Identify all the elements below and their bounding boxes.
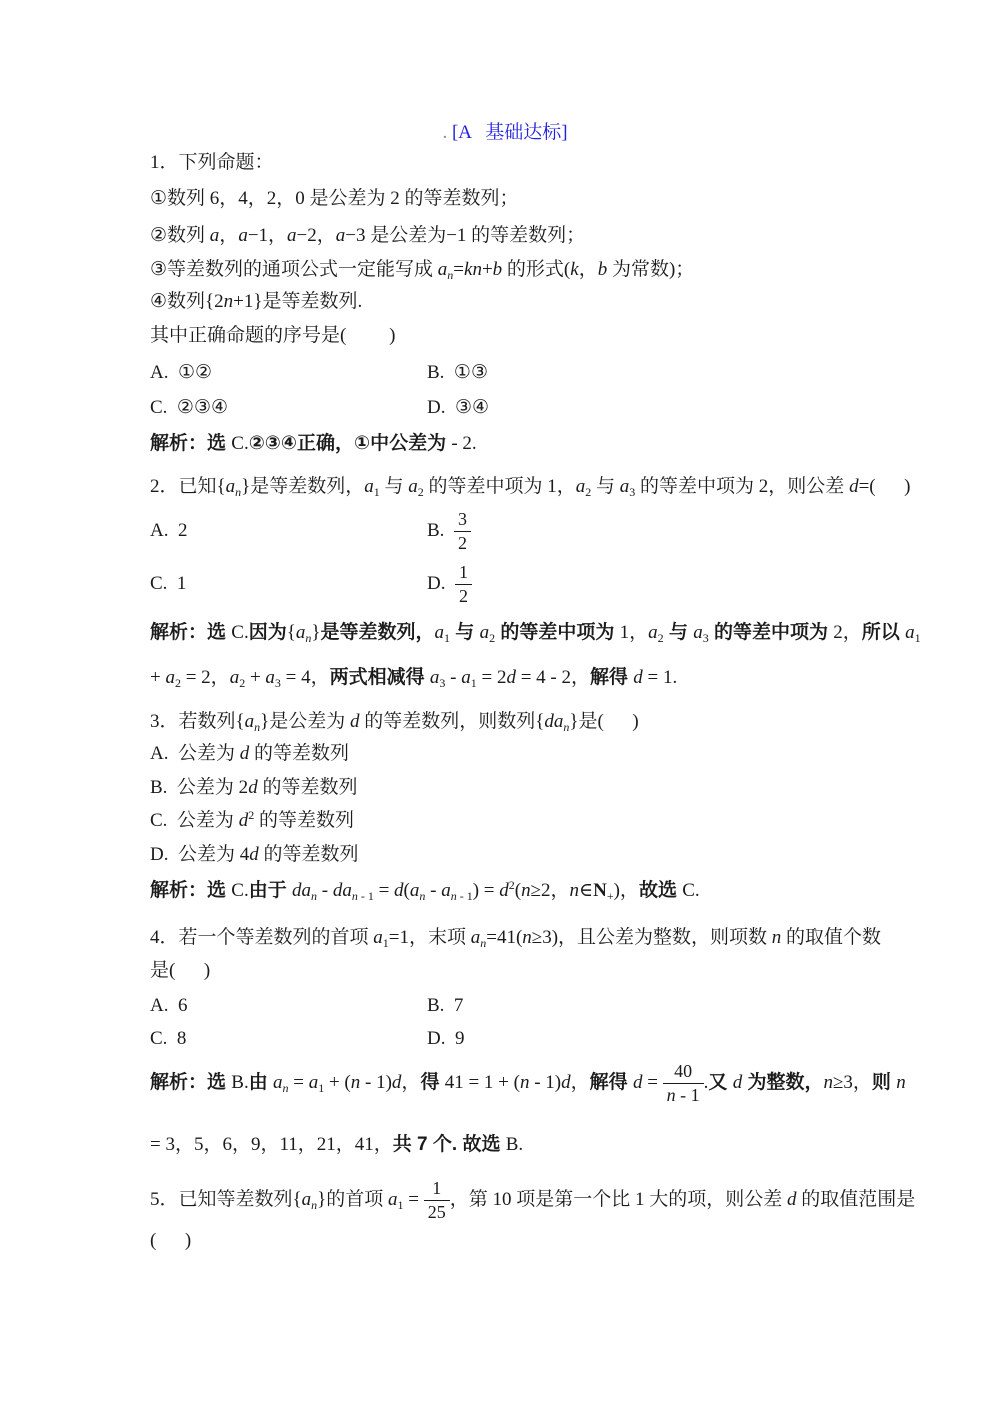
text-run: n xyxy=(311,889,317,903)
text-run: n xyxy=(521,880,531,901)
text-run: [A 基础达标] xyxy=(451,122,568,143)
text-run: a xyxy=(295,622,306,643)
text-run: ， xyxy=(570,1071,590,1093)
text-run: n xyxy=(350,1071,361,1093)
text-run: a xyxy=(308,1071,319,1093)
text-run: −3 是公差为−1 的等差数列； xyxy=(345,225,586,246)
text-run: b xyxy=(597,259,608,280)
text-run: da xyxy=(544,711,564,732)
text-run: 2 xyxy=(585,485,592,499)
text-run: 的等差数列，则数列{ xyxy=(359,711,545,732)
fraction-denominator xyxy=(454,532,471,554)
text-run: ②数列 xyxy=(150,225,210,246)
fraction-numerator xyxy=(424,1178,450,1201)
text-run: ∈ xyxy=(579,880,594,901)
text-run: 1 xyxy=(397,1197,404,1212)
text-run: 是等差数列， xyxy=(320,622,435,643)
text-run: a xyxy=(388,1188,398,1210)
text-run: +1}是等差数列. xyxy=(233,291,363,312)
q4-solution-1 xyxy=(150,1061,906,1106)
text-run: a xyxy=(905,622,915,643)
text-run: n xyxy=(305,631,312,645)
text-run: n xyxy=(480,936,487,950)
text-run: a xyxy=(273,1071,283,1093)
text-run: a xyxy=(479,622,490,643)
text-run: N xyxy=(593,880,607,901)
text-run: =1，末项 xyxy=(388,927,471,948)
text-run: n xyxy=(450,889,457,903)
text-run: 两式相减得 xyxy=(329,667,430,688)
text-run: n xyxy=(447,268,454,282)
text-run: 2．已知{ xyxy=(150,476,226,497)
text-run: B. ①③ xyxy=(427,362,488,383)
text-run: - 1 xyxy=(456,889,473,903)
text-run: n xyxy=(522,927,532,948)
q4-choice-c xyxy=(150,1026,186,1052)
text-run: }是( ) xyxy=(569,711,639,732)
text-run: n xyxy=(351,889,358,903)
text-run: ④数列{2 xyxy=(150,291,224,312)
text-run: C. 8 xyxy=(150,1028,187,1049)
text-run: - xyxy=(425,880,442,901)
text-run: a xyxy=(301,1188,312,1210)
fraction-denominator xyxy=(455,585,472,607)
text-run: 的形式( xyxy=(502,259,571,280)
text-run: 的取值个数 xyxy=(781,927,882,948)
text-run: = 2 xyxy=(476,667,507,688)
text-run: n xyxy=(569,880,580,901)
text-run: . xyxy=(442,122,452,143)
text-run: 因为 xyxy=(248,622,287,643)
text-run: 的等差数列 xyxy=(258,844,359,865)
text-run: 1， xyxy=(619,622,649,643)
fraction-numerator xyxy=(454,509,471,532)
text-run: ③等差数列的通项公式一定能写成 xyxy=(150,259,438,280)
text-run: 2 xyxy=(417,485,424,499)
text-run: a xyxy=(470,927,481,948)
text-run: a xyxy=(437,259,448,280)
text-run: = xyxy=(373,880,395,901)
text-run: ( xyxy=(403,880,410,901)
text-run: a xyxy=(244,711,255,732)
text-run: B. xyxy=(231,1071,249,1093)
text-run: 1．下列命题： xyxy=(150,152,274,173)
text-run: D. 9 xyxy=(427,1028,465,1049)
text-run: 2， xyxy=(833,622,862,643)
text-run: A. 2 xyxy=(150,520,188,541)
text-run: A. 6 xyxy=(150,995,188,1016)
q2-choice-c xyxy=(150,571,186,597)
text-run: n xyxy=(823,1071,833,1093)
text-run: 共 7 个. 故选 xyxy=(392,1134,506,1155)
text-run: a xyxy=(619,476,630,497)
header-title xyxy=(150,120,860,146)
text-run: d xyxy=(506,667,516,688)
text-run: 41 = 1 + ( xyxy=(444,1071,520,1093)
text-run: . xyxy=(703,1071,709,1093)
text-run: =( ) xyxy=(858,476,911,497)
text-run: a xyxy=(434,622,444,643)
q5-stem-2 xyxy=(150,1228,191,1254)
text-run: 与 xyxy=(450,622,480,643)
text-run: d xyxy=(732,1071,743,1093)
text-run: B. xyxy=(427,519,454,541)
text-run: a xyxy=(575,476,586,497)
text-run: n xyxy=(896,1071,906,1093)
text-run: n xyxy=(519,1071,530,1093)
text-run: d xyxy=(632,1071,643,1093)
text-run: 2 xyxy=(174,676,181,690)
text-run: 1 xyxy=(382,936,389,950)
text-run: 则 xyxy=(871,1071,897,1093)
text-run: C. 公差为 xyxy=(150,810,239,831)
q5-stem xyxy=(150,1178,915,1223)
text-run: 由 xyxy=(248,1071,273,1093)
text-run: 2 xyxy=(657,631,664,645)
text-run: 40 xyxy=(674,1061,693,1081)
text-run: 解得 xyxy=(589,1071,633,1093)
text-run: 1 xyxy=(318,1080,325,1095)
text-run: C. xyxy=(231,880,249,901)
text-run: + xyxy=(481,259,493,280)
text-run: - 1 xyxy=(675,1085,700,1105)
fraction-denominator xyxy=(424,1201,450,1223)
text-run: 所以 xyxy=(861,622,906,643)
text-run: 2 xyxy=(457,533,467,553)
q3-choice-b xyxy=(150,775,357,801)
text-run: n xyxy=(666,1085,676,1105)
text-run: 的等差数列 xyxy=(254,810,354,831)
text-run: a xyxy=(335,225,346,246)
text-run: = 3，5，6，9，11，21，41， xyxy=(150,1134,393,1155)
q4-choice-d xyxy=(427,1026,464,1052)
text-run: ， xyxy=(578,259,598,280)
text-run: 解析：选 xyxy=(150,1071,232,1093)
text-run: 得 xyxy=(420,1071,445,1093)
text-run: D. xyxy=(427,572,455,594)
text-run: 2 xyxy=(239,676,246,690)
text-run: d xyxy=(394,880,404,901)
text-run: da xyxy=(292,880,311,901)
text-run: a xyxy=(238,225,248,246)
text-run: 2 xyxy=(489,631,496,645)
text-run: d xyxy=(249,844,259,865)
text-run: 的等差中项为 1， xyxy=(423,476,576,497)
text-run: a xyxy=(461,667,471,688)
q1-item-4 xyxy=(150,289,362,315)
text-run: 5．已知等差数列{ xyxy=(150,1188,302,1210)
text-run: 解析：选 xyxy=(150,433,232,454)
q3-choice-d xyxy=(150,842,359,868)
q2-choice-d xyxy=(427,562,472,607)
text-run: - 2. xyxy=(451,433,477,454)
q4-stem-2 xyxy=(150,958,210,984)
text-run: a xyxy=(364,476,374,497)
text-run: { xyxy=(286,622,296,643)
text-run: n xyxy=(419,889,426,903)
text-run: 3 xyxy=(629,485,636,499)
text-run: - xyxy=(317,880,333,901)
text-run: = 4 - 2， xyxy=(515,667,590,688)
text-run: + ( xyxy=(324,1071,351,1093)
text-run: 1 xyxy=(432,1178,442,1198)
text-run: A. ①② xyxy=(150,362,213,383)
q1-item-3 xyxy=(150,257,694,283)
q4-choice-a xyxy=(150,993,187,1019)
text-run: 1 xyxy=(914,631,921,645)
text-run: = xyxy=(403,1188,424,1210)
text-run: 的等差数列 xyxy=(257,777,358,798)
text-run: a xyxy=(693,622,703,643)
q4-solution-2 xyxy=(150,1132,523,1158)
text-run: a xyxy=(265,667,275,688)
text-run: 4．若一个等差数列的首项 xyxy=(150,927,374,948)
text-run: −2， xyxy=(296,225,336,246)
text-run: 3 xyxy=(457,509,467,529)
text-run: C. xyxy=(231,622,249,643)
text-run: 解得 xyxy=(590,667,634,688)
q1-choice-c xyxy=(150,395,228,421)
q1-stem xyxy=(150,150,274,176)
text-run: }是等差数列， xyxy=(241,476,365,497)
text-run: a xyxy=(229,667,240,688)
text-run: 2 xyxy=(508,878,515,892)
text-run: ( ) xyxy=(150,1230,192,1251)
text-run: a xyxy=(408,476,418,497)
text-run: d xyxy=(391,1071,402,1093)
text-run: 是( ) xyxy=(150,960,211,981)
text-run: =41( xyxy=(486,927,523,948)
text-run: 故选 xyxy=(638,880,683,901)
q3-choice-c xyxy=(150,808,354,834)
text-run: 又 xyxy=(708,1071,733,1093)
text-run: A. 公差为 xyxy=(150,743,240,764)
text-run: 3 xyxy=(274,676,281,690)
text-run: C. xyxy=(231,433,249,454)
text-run: ， xyxy=(219,225,239,246)
q2-choice-b xyxy=(427,509,471,554)
text-run: 与 xyxy=(591,476,620,497)
text-run: C. 1 xyxy=(150,573,187,594)
text-run: ①数列 6，4，2，0 是公差为 2 的等差数列； xyxy=(150,188,519,209)
fraction xyxy=(455,562,472,607)
q4-stem-1 xyxy=(150,925,881,951)
text-run: 与 xyxy=(379,476,409,497)
text-run: d xyxy=(561,1071,571,1093)
q1-solution xyxy=(150,431,477,457)
q1-choice-d xyxy=(427,395,489,421)
text-run: a xyxy=(225,476,236,497)
text-run: 的等差中项为 2，则公差 xyxy=(635,476,850,497)
text-run: 25 xyxy=(427,1202,446,1222)
text-run: ≥3)，且公差为整数，则项数 xyxy=(531,927,772,948)
text-run: n xyxy=(563,720,570,734)
text-run: d xyxy=(849,476,859,497)
text-run: = xyxy=(453,259,465,280)
text-run: n xyxy=(235,485,242,499)
fraction xyxy=(454,509,471,554)
text-run: 为常数)； xyxy=(607,259,695,280)
text-run: 3．若数列{ xyxy=(150,711,245,732)
text-run: d xyxy=(239,743,250,764)
text-run: ≥2， xyxy=(530,880,570,901)
text-run: - 1 xyxy=(357,889,374,903)
q3-choice-a xyxy=(150,741,349,767)
text-run: k xyxy=(570,259,579,280)
text-run: a xyxy=(373,927,383,948)
text-run: ( xyxy=(514,880,522,901)
q2-stem xyxy=(150,474,910,500)
fraction-denominator xyxy=(663,1084,704,1106)
text-run: −1， xyxy=(247,225,288,246)
text-run: n xyxy=(223,291,234,312)
text-run: B. 公差为 2 xyxy=(150,777,249,798)
text-run: n xyxy=(311,1197,318,1212)
text-run: B. 7 xyxy=(427,995,464,1016)
text-run: 2 xyxy=(458,586,468,606)
text-run: d xyxy=(633,667,643,688)
text-run: - 1) xyxy=(360,1071,392,1093)
text-run: + xyxy=(150,667,166,688)
fraction xyxy=(663,1061,704,1106)
text-run: a xyxy=(409,880,420,901)
q2-choice-a xyxy=(150,518,187,544)
text-run: ≥3， xyxy=(832,1071,872,1093)
q1-choice-a xyxy=(150,360,212,386)
text-run: 3 xyxy=(702,631,709,645)
text-run: d xyxy=(499,880,509,901)
text-run: d xyxy=(350,711,360,732)
text-run: a xyxy=(209,225,220,246)
q4-choice-b xyxy=(427,993,463,1019)
text-run: a xyxy=(648,622,658,643)
q1-question xyxy=(150,323,395,349)
text-run: 由于 xyxy=(248,880,292,901)
text-run: = 2， xyxy=(180,667,230,688)
text-run: = xyxy=(642,1071,663,1093)
text-run: d xyxy=(786,1188,797,1210)
q1-item-2 xyxy=(150,223,585,249)
text-run: d xyxy=(248,777,258,798)
text-run: = xyxy=(288,1071,309,1093)
q1-item-1 xyxy=(150,186,519,212)
text-run: a xyxy=(429,667,440,688)
text-run: 的等差中项为 xyxy=(708,622,834,643)
text-run: = 4， xyxy=(280,667,330,688)
fraction xyxy=(424,1178,450,1223)
text-run: - xyxy=(445,667,462,688)
text-run: 1 xyxy=(444,631,450,645)
text-run: - 1) xyxy=(529,1071,562,1093)
text-run: 1 xyxy=(470,676,477,690)
text-run: n xyxy=(282,1080,289,1095)
text-run: n xyxy=(254,720,261,734)
text-run: 为整数， xyxy=(742,1071,824,1093)
text-run: a xyxy=(165,667,175,688)
text-run: ，第 10 项是第一个比 1 大的项，则公差 xyxy=(449,1188,787,1210)
text-run: + xyxy=(245,667,266,688)
text-run: B. xyxy=(505,1134,524,1155)
text-run: }的首项 xyxy=(317,1188,388,1210)
text-run: d xyxy=(238,810,249,831)
text-run: a xyxy=(287,225,297,246)
text-run: D. 公差为 4 xyxy=(150,844,250,865)
text-run: 1 xyxy=(458,562,468,582)
text-run: 其中正确命题的序号是( ) xyxy=(150,325,396,346)
text-run: D. ③④ xyxy=(427,397,490,418)
q2-solution-1 xyxy=(150,620,921,646)
text-run: a xyxy=(441,880,451,901)
q2-solution-2 xyxy=(150,665,677,691)
text-run: ②③④正确，①中公差为 xyxy=(248,433,452,454)
text-run: kn xyxy=(464,259,482,280)
text-run: } xyxy=(311,622,321,643)
text-run: 与 xyxy=(663,622,694,643)
text-run: 的等差数列 xyxy=(249,743,349,764)
text-run: ) = xyxy=(472,880,500,901)
text-run: 解析：选 xyxy=(150,880,232,901)
fraction-numerator xyxy=(455,562,472,585)
text-run: = 1. xyxy=(642,667,678,688)
text-run: 解析：选 xyxy=(150,622,232,643)
q1-choice-b xyxy=(427,360,488,386)
text-run: ， xyxy=(401,1071,421,1093)
text-run: C. xyxy=(682,880,700,901)
text-run: da xyxy=(332,880,352,901)
text-run: )， xyxy=(613,880,639,901)
text-run: n xyxy=(771,927,782,948)
text-run: C. ②③④ xyxy=(150,397,229,418)
q3-solution xyxy=(150,878,700,904)
text-run: 1 xyxy=(373,485,380,499)
text-run: 3 xyxy=(439,676,446,690)
text-run: 的取值范围是 xyxy=(796,1188,916,1210)
text-run: 的等差中项为 xyxy=(495,622,620,643)
text-run: + xyxy=(606,889,614,903)
fraction-numerator xyxy=(663,1061,704,1084)
text-run: 2 xyxy=(248,808,255,822)
text-run: }是公差为 xyxy=(260,711,350,732)
q3-stem xyxy=(150,709,639,735)
text-run: b xyxy=(492,259,503,280)
